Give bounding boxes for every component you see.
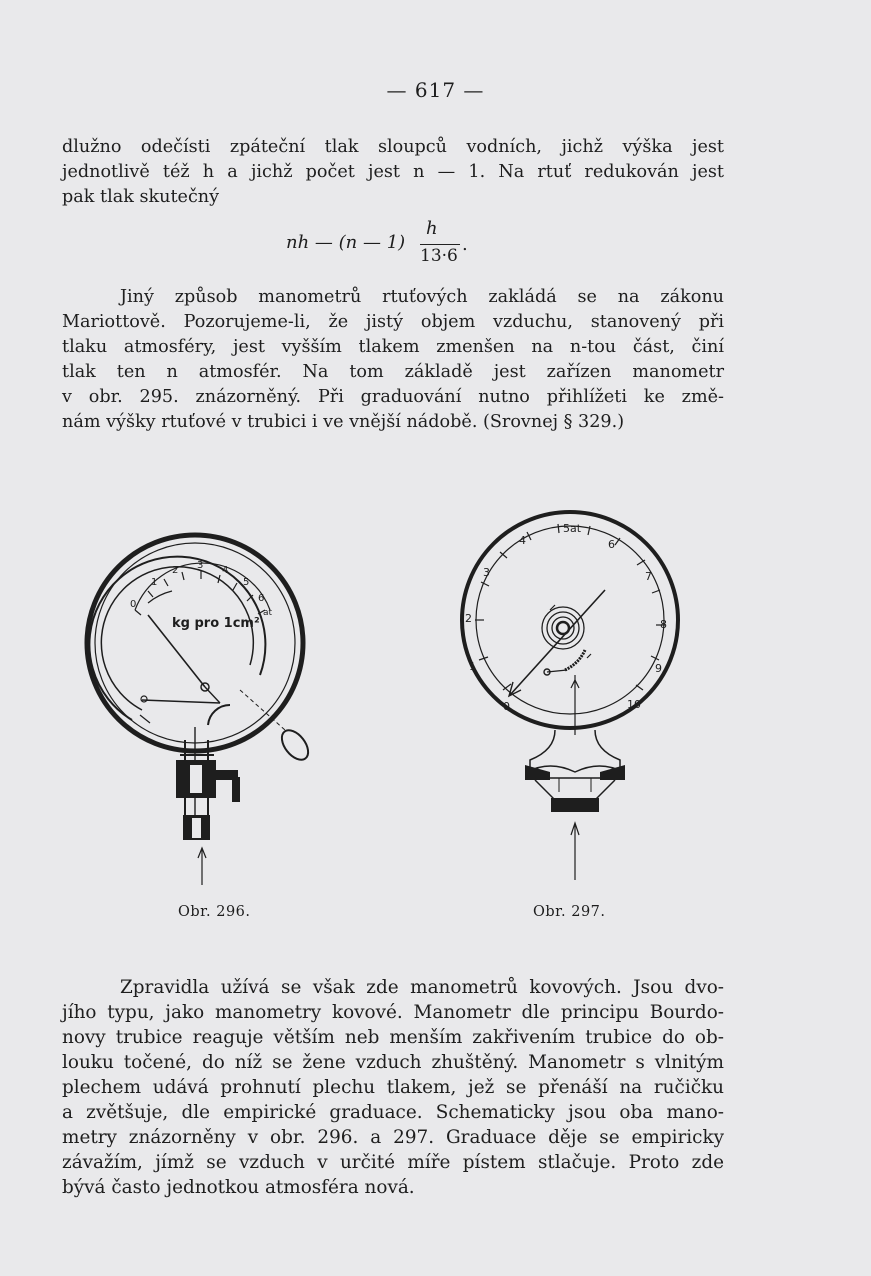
scale-label: 5 bbox=[243, 577, 250, 588]
scale-numbers-296 bbox=[130, 560, 273, 618]
paragraph-2-line: tlaku atmosféry, jest vyšším tlakem zmenšen na n-tou část, činí bbox=[62, 337, 724, 357]
paragraph-3-line: novy trubice reaguje větším neb menším zakřivením trubice do ob- bbox=[62, 1027, 724, 1048]
caption-297: Obr. 297. bbox=[533, 904, 606, 920]
paragraph-3-line: plechem udává prohnutí plechu tlakem, jež se přenáší na ručičku bbox=[62, 1077, 724, 1098]
scale-label: 6 bbox=[608, 538, 615, 551]
scale-label: 9 bbox=[655, 662, 662, 675]
scale-label: 7 bbox=[645, 570, 652, 583]
scale-label: 0 bbox=[503, 700, 510, 713]
scale-label: 4 bbox=[222, 565, 229, 576]
paragraph-2 bbox=[62, 285, 724, 435]
paragraph-2-line: nám výšky rtuťové v trubici i ve vnější nádobě. (Srovnej § 329.) bbox=[62, 412, 625, 432]
paragraph-3-line: bývá často jednotkou atmosféra nová. bbox=[62, 1177, 415, 1198]
diaphragm-gauge-drawing bbox=[455, 510, 695, 890]
paragraph-3-line: závažím, jímž se vzduch v určité míře pístem stlačuje. Proto zde bbox=[62, 1152, 724, 1173]
scale-ticks-297 bbox=[475, 524, 665, 690]
scale-unit: at bbox=[263, 608, 273, 618]
scale-label: 8 bbox=[660, 618, 667, 631]
scale-label: 2 bbox=[465, 612, 472, 625]
paragraph-1-line: dlužno odečísti zpáteční tlak sloupců vodních, jichž výška jest bbox=[62, 137, 724, 157]
scale-label: 0 bbox=[130, 599, 137, 610]
unit-label: kg pro 1cm² bbox=[172, 616, 260, 631]
caption-296: Obr. 296. bbox=[178, 904, 251, 920]
formula-denominator: 13·6 bbox=[420, 246, 458, 266]
scale-label: 6 bbox=[258, 593, 265, 604]
paragraph-2-line: Jiný způsob manometrů rtuťových zakládá se na zákonu bbox=[120, 287, 724, 307]
fraction-bar bbox=[420, 244, 460, 245]
paragraph-1 bbox=[62, 135, 724, 210]
page-number: — 617 — bbox=[386, 78, 485, 102]
scale-label: 5at bbox=[563, 522, 582, 535]
paragraph-2-line: Mariottově. Pozorujeme-li, že jistý objem vzduchu, stanovený při bbox=[62, 312, 724, 332]
paragraph-3-line: metry znázorněny v obr. 296. a 297. Graduace děje se empiricky bbox=[62, 1127, 724, 1148]
figure-297-diaphragm-gauge bbox=[455, 510, 695, 890]
formula-lhs: nh — (n — 1) bbox=[286, 232, 406, 253]
paragraph-3-line: a zvětšuje, dle empirické graduace. Schematicky jsou oba mano- bbox=[62, 1102, 724, 1123]
pressure-formula bbox=[280, 218, 520, 266]
paragraph-3-line: jího typu, jako manometry kovové. Manometr dle principu Bourdo- bbox=[62, 1002, 724, 1023]
scale-label: 1 bbox=[151, 577, 158, 588]
figure-296-bourdon-gauge bbox=[80, 515, 340, 895]
paragraph-3 bbox=[62, 975, 724, 1200]
scale-label: 2 bbox=[172, 565, 179, 576]
paragraph-3-line: Zpravidla užívá se však zde manometrů kovových. Jsou dvo- bbox=[120, 977, 724, 998]
paragraph-1-line: pak tlak skutečný bbox=[62, 187, 220, 207]
scale-label: 3 bbox=[197, 560, 204, 571]
scale-label: 1 bbox=[469, 660, 476, 673]
formula-numerator: h bbox=[426, 218, 438, 239]
paragraph-2-line: tlak ten n atmosfér. Na tom základě jest zařízen manometr bbox=[62, 362, 724, 382]
formula-end: . bbox=[462, 234, 468, 255]
paragraph-2-line: v obr. 295. znázorněný. Při graduování nutno přihlížeti ke změ- bbox=[62, 387, 724, 407]
paragraph-3-line: louku točené, do níž se žene vzduch zhuštěný. Manometr s vlnitým bbox=[62, 1052, 724, 1073]
scale-label: 3 bbox=[483, 566, 490, 579]
scale-label: 4 bbox=[519, 534, 526, 547]
paragraph-1-line: jednotlivě též h a jichž počet jest n — 1. Na rtuť redukován jest bbox=[62, 162, 724, 182]
bourdon-gauge-drawing bbox=[80, 515, 340, 895]
scale-label: 10 bbox=[627, 698, 641, 711]
